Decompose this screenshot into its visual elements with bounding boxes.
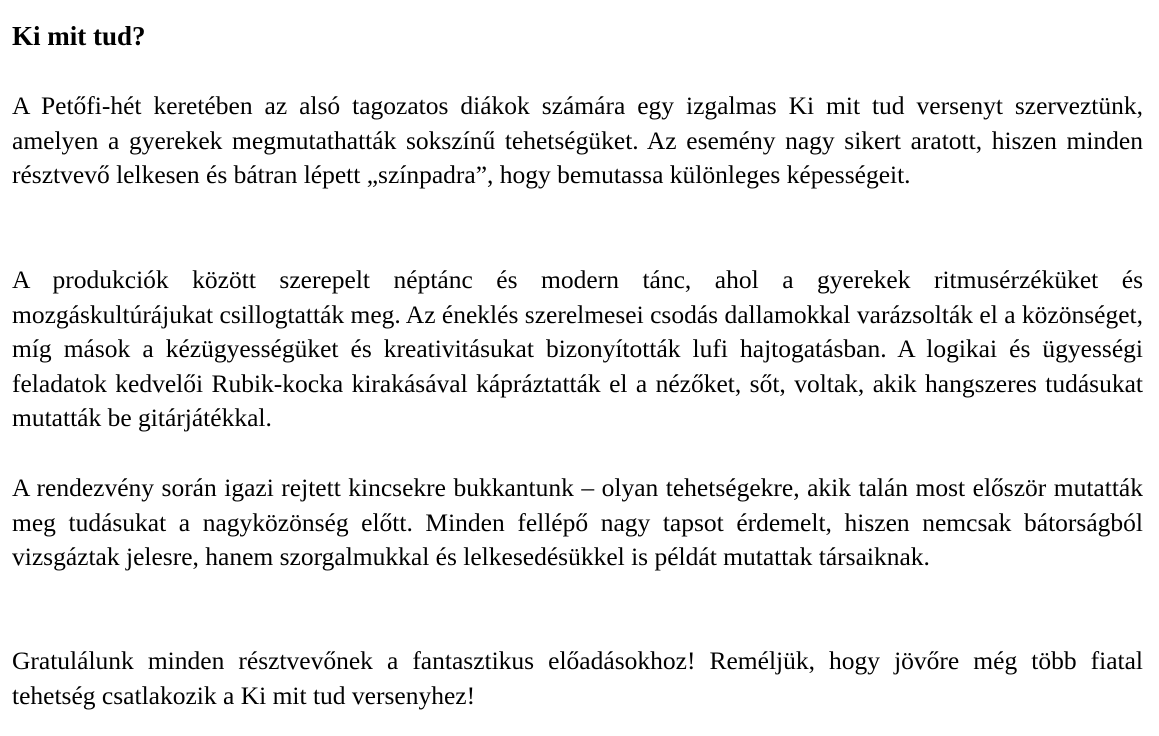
document-page [12,0,1143,710]
document-title: Ki mit tud? [12,21,146,51]
paragraph-congratulations: Gratulálunk minden résztvevőnek a fantasztikus előadásokhoz! Reméljük, hogy jövőre még több fiatal tehetség csatlakozik a Ki mit tud versenyhez! [12,646,1143,710]
paragraph-productions: A produkciók között szerepelt néptánc és modern tánc, ahol a gyerekek ritmusérzéküket és mozgáskultúrájukat csillogtatták meg. Az éneklés szerelmesei csodás dallamokkal varázsolták el a közönséget, míg mások a kézügyességüket és kreativitásukat bizonyították lufi hajtogatásban. A logikai és ügyességi feladatok kedvelői Rubik-kocka kirakásával kápráztatták el a nézőket, sőt, voltak, akik hangszeres tudásukat mutatták be gitárjátékkal. [12,265,1143,432]
paragraph-hidden-talents: A rendezvény során igazi rejtett kincsekre bukkantunk – olyan tehetségekre, akik talán most először mutatták meg tudásukat a nagyközönség előtt. Minden fellépő nagy tapsot érdemelt, hiszen nemcsak bátorságból vizsgáztak jelesre, hanem szorgalmukkal és lelkesedésükkel is példát mutattak társaiknak. [12,473,1143,571]
paragraph-intro: A Petőfi-hét keretében az alsó tagozatos diákok számára egy izgalmas Ki mit tud versenyt szerveztünk, amelyen a gyerekek megmutathatták sokszínű tehetségüket. Az esemény nagy sikert aratott, hiszen minden résztvevő lelkesen és bátran lépett „színpadra”, hogy bemutassa különleges képességeit. [12,91,1143,189]
